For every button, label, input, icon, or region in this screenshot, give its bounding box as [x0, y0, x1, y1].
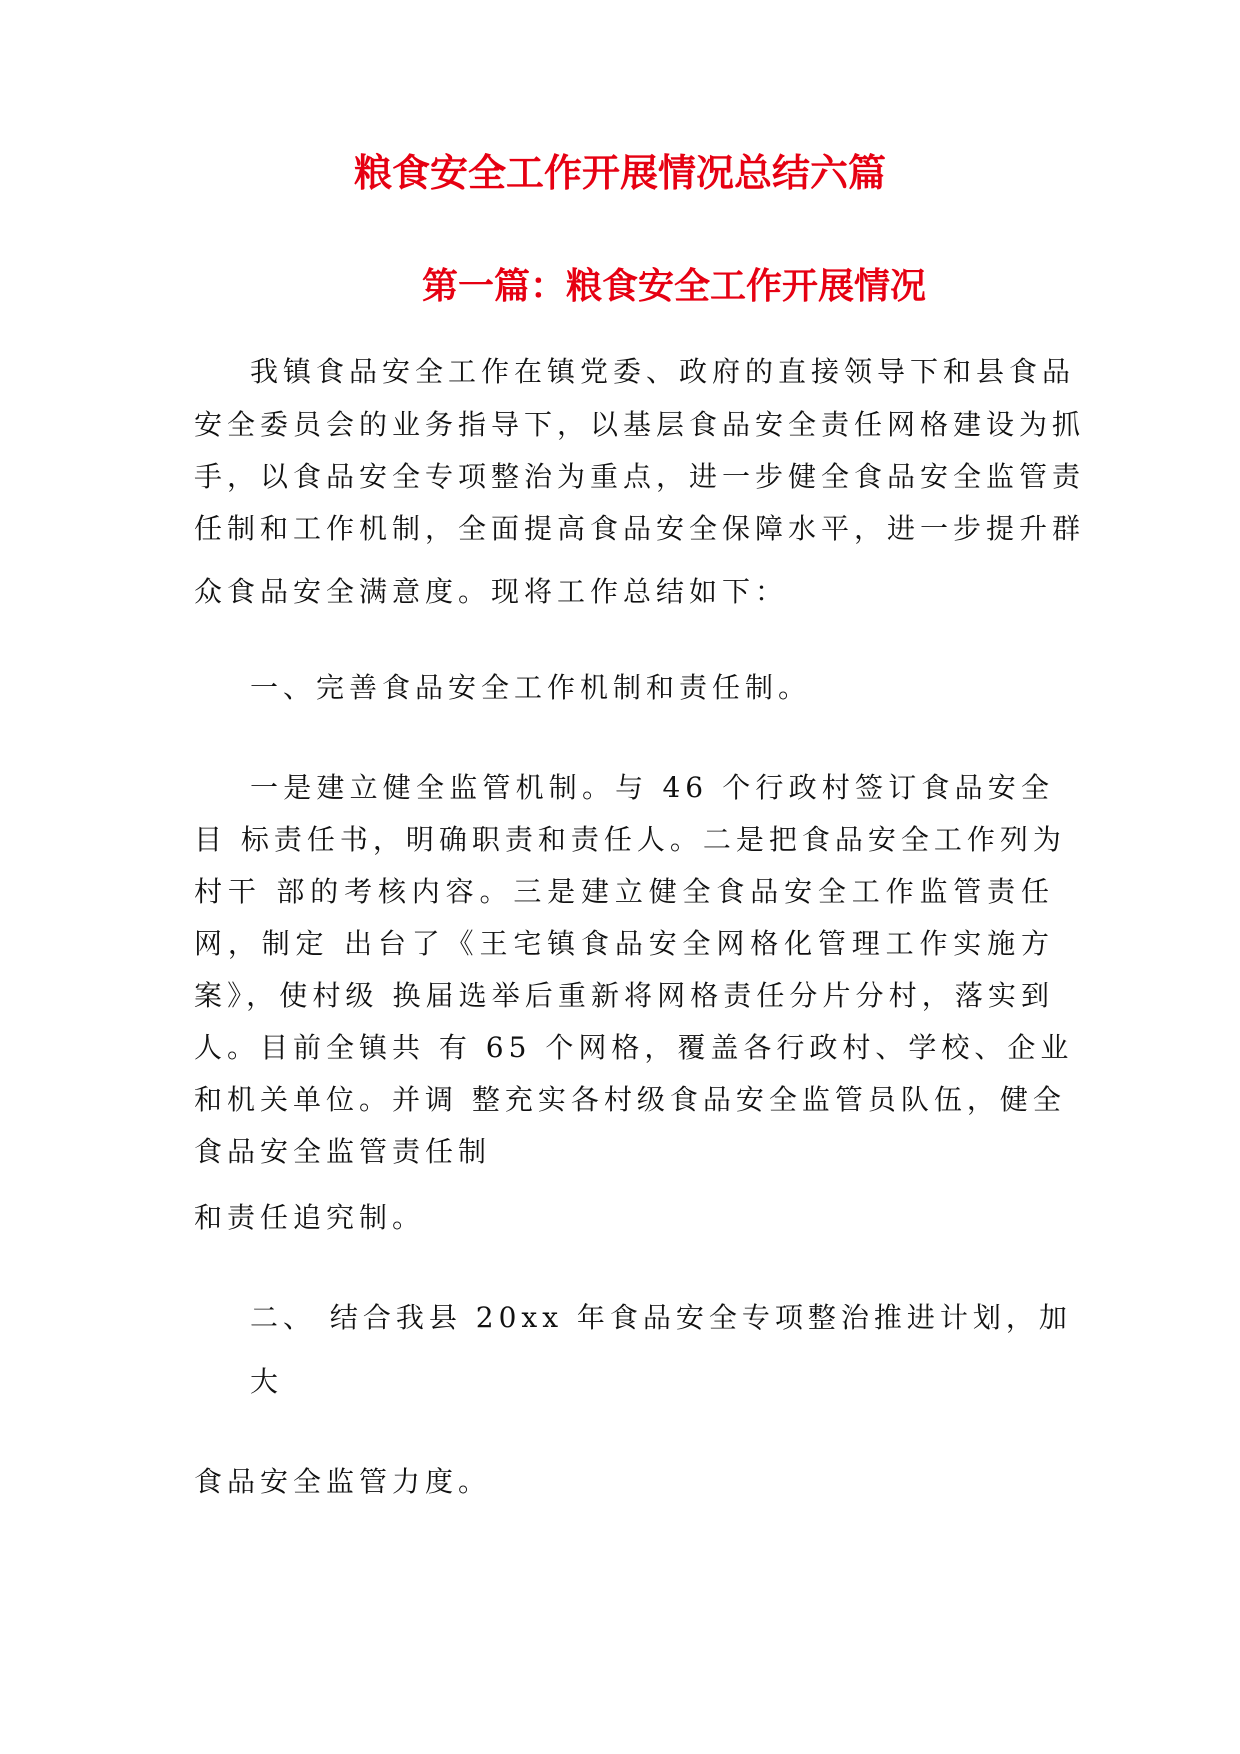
- paragraph-line: 手，以食品安全专项整治为重点，进一步健全食品安全监管责: [194, 460, 1086, 493]
- paragraph-line: 目 标责任书，明确职责和责任人。二是把食品安全工作列为: [194, 823, 1066, 856]
- paragraph-line: 和机关单位。并调 整充实各村级食品安全监管员队伍，健全: [194, 1083, 1066, 1116]
- paragraph-line: 安全委员会的业务指导下，以基层食品安全责任网格建设为抓: [194, 408, 1086, 441]
- paragraph-line: 食品安全监管责任制: [194, 1135, 492, 1168]
- paragraph-line: 和责任追究制。: [194, 1201, 426, 1234]
- document-title: 粮食安全工作开展情况总结六篇: [353, 151, 886, 195]
- paragraph-line: 案》，使村级 换届选举后重新将网格责任分片分村，落实到: [194, 979, 1054, 1012]
- paragraph-line: 任制和工作机制，全面提高食品安全保障水平，进一步提升群: [194, 512, 1086, 545]
- section-heading: 大: [250, 1365, 284, 1398]
- paragraph-line: 人。目前全镇共 有 65 个网格，覆盖各行政村、学校、企业: [194, 1031, 1074, 1064]
- paragraph-line: 村干 部的考核内容。三是建立健全食品安全工作监管责任: [194, 875, 1054, 908]
- paragraph-line: 网，制定 出台了《王宅镇食品安全网格化管理工作实施方: [194, 927, 1054, 960]
- section-heading: 一、完善食品安全工作机制和责任制。: [250, 671, 812, 704]
- paragraph-line: 食品安全监管力度。: [194, 1465, 492, 1498]
- section-title: 第一篇：粮食安全工作开展情况: [421, 266, 926, 307]
- paragraph-line: 我镇食品安全工作在镇党委、政府的直接领导下和县食品: [250, 355, 1076, 388]
- paragraph-line: 众食品安全满意度。现将工作总结如下：: [194, 575, 789, 608]
- section-heading: 二、 结合我县 20xx 年食品安全专项整治推进计划，加: [250, 1301, 1072, 1334]
- paragraph-line: 一是建立健全监管机制。与 46 个行政村签订食品安全: [250, 771, 1054, 804]
